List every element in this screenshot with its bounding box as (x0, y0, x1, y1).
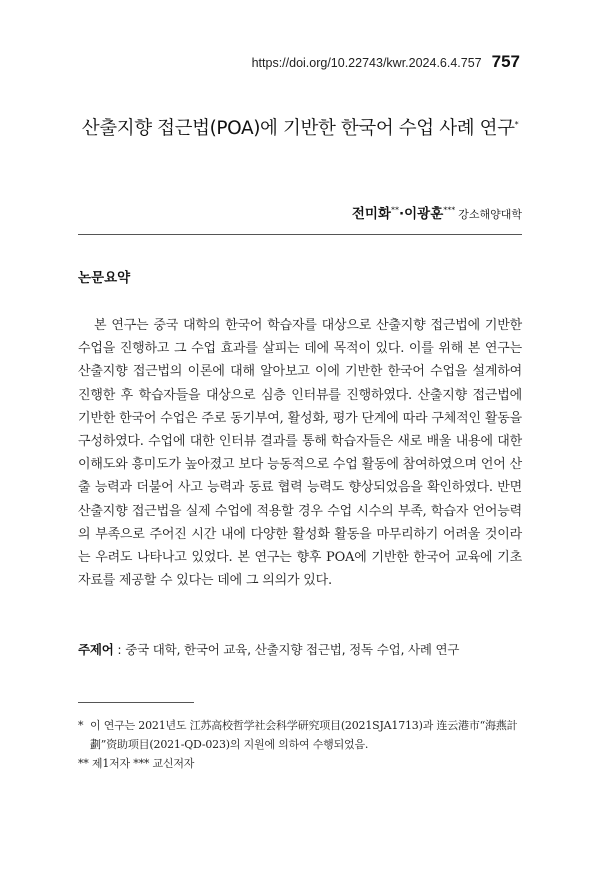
page-header (252, 52, 520, 72)
paper-title (78, 114, 522, 140)
author-affiliation: 강소해양대학 (458, 208, 522, 221)
author-separator: · (398, 206, 405, 222)
abstract-body: 본 연구는 중국 대학의 한국어 학습자를 대상으로 산출지향 접근법에 기반한 수업을 진행하고 그 수업 효과를 살피는 데에 목적이 있다. 이를 위해 본 연구는 산출지향 접근법의 이론에 대해 알아보고 이에 기반한 한국어 수업을 설계하여 진행한 후 학습자들을 대상으로 심층 인터뷰를 진행하였다. 산출지향 접근법에 기반한 한국어 수업은 주로 동기부여, 활성화, 평가 단계에 따라 구체적인 활동을 구성하였다. 수업에 대한 인터뷰 결과를 통해 학습자들은 새로 배울 내용에 대한 이해도와 흥미도가 높아졌고 보다 능동적으로 수업 활동에 참여하였으며 언어 산출 능력과 더불어 사고 능력과 동료 협력 능력도 향상되었음을 확인하였다. 반면 산출지향 접근법을 실제 수업에 적용할 경우 수업 시수의 부족, 학습자 언어능력의 부족으로 주어진 시간 내에 다양한 활성화 활동을 마무리하기 어려울 것이라는 우려도 나타나고 있었다. 본 연구는 향후 POA에 기반한 한국어 교육에 기초 자료를 제공할 수 있다는 데에 그 의의가 있다. (78, 318, 522, 589)
footnotes (78, 716, 522, 773)
footnote-funding-mark: * (78, 719, 84, 732)
footnote-funding (78, 716, 522, 754)
keywords-line (78, 640, 522, 658)
author-line (352, 202, 522, 222)
page-number: 757 (491, 52, 520, 71)
footnote-roles (78, 754, 522, 773)
keywords-list: 중국 대학, 한국어 교육, 산출지향 접근법, 정독 수업, 사례 연구 (125, 642, 460, 657)
title-footnote-mark: * (514, 119, 519, 129)
paper-title-text: 산출지향 접근법(POA)에 기반한 한국어 수업 사례 연구 (81, 118, 515, 139)
first-author-name: 전미화 (351, 206, 391, 222)
footnote-corresponding-text: 교신저자 (152, 757, 195, 770)
doi-link[interactable]: https://doi.org/10.22743/kwr.2024.6.4.757 (251, 56, 482, 70)
header-divider (78, 234, 522, 235)
second-author-name: 이광훈 (404, 206, 444, 222)
second-author-mark: *** (443, 205, 456, 215)
footnote-divider (78, 702, 194, 703)
keywords-separator: : (113, 642, 126, 657)
footnote-funding-text: 이 연구는 2021년도 江苏高校哲学社会科学研究项目(2021SJA1713)과 连云港市“海燕計劃”资助项目(2021-QD-023)의 지원에 의하여 수행되었음. (90, 719, 518, 751)
footnote-corresponding-mark: *** (133, 757, 150, 770)
abstract-heading: 논문요약 (78, 270, 131, 286)
first-author-mark: ** (390, 205, 399, 215)
footnote-first-author-text: 제1저자 (91, 757, 130, 770)
footnote-first-author-mark: ** (78, 757, 89, 770)
keywords-label: 주제어 (78, 642, 114, 657)
